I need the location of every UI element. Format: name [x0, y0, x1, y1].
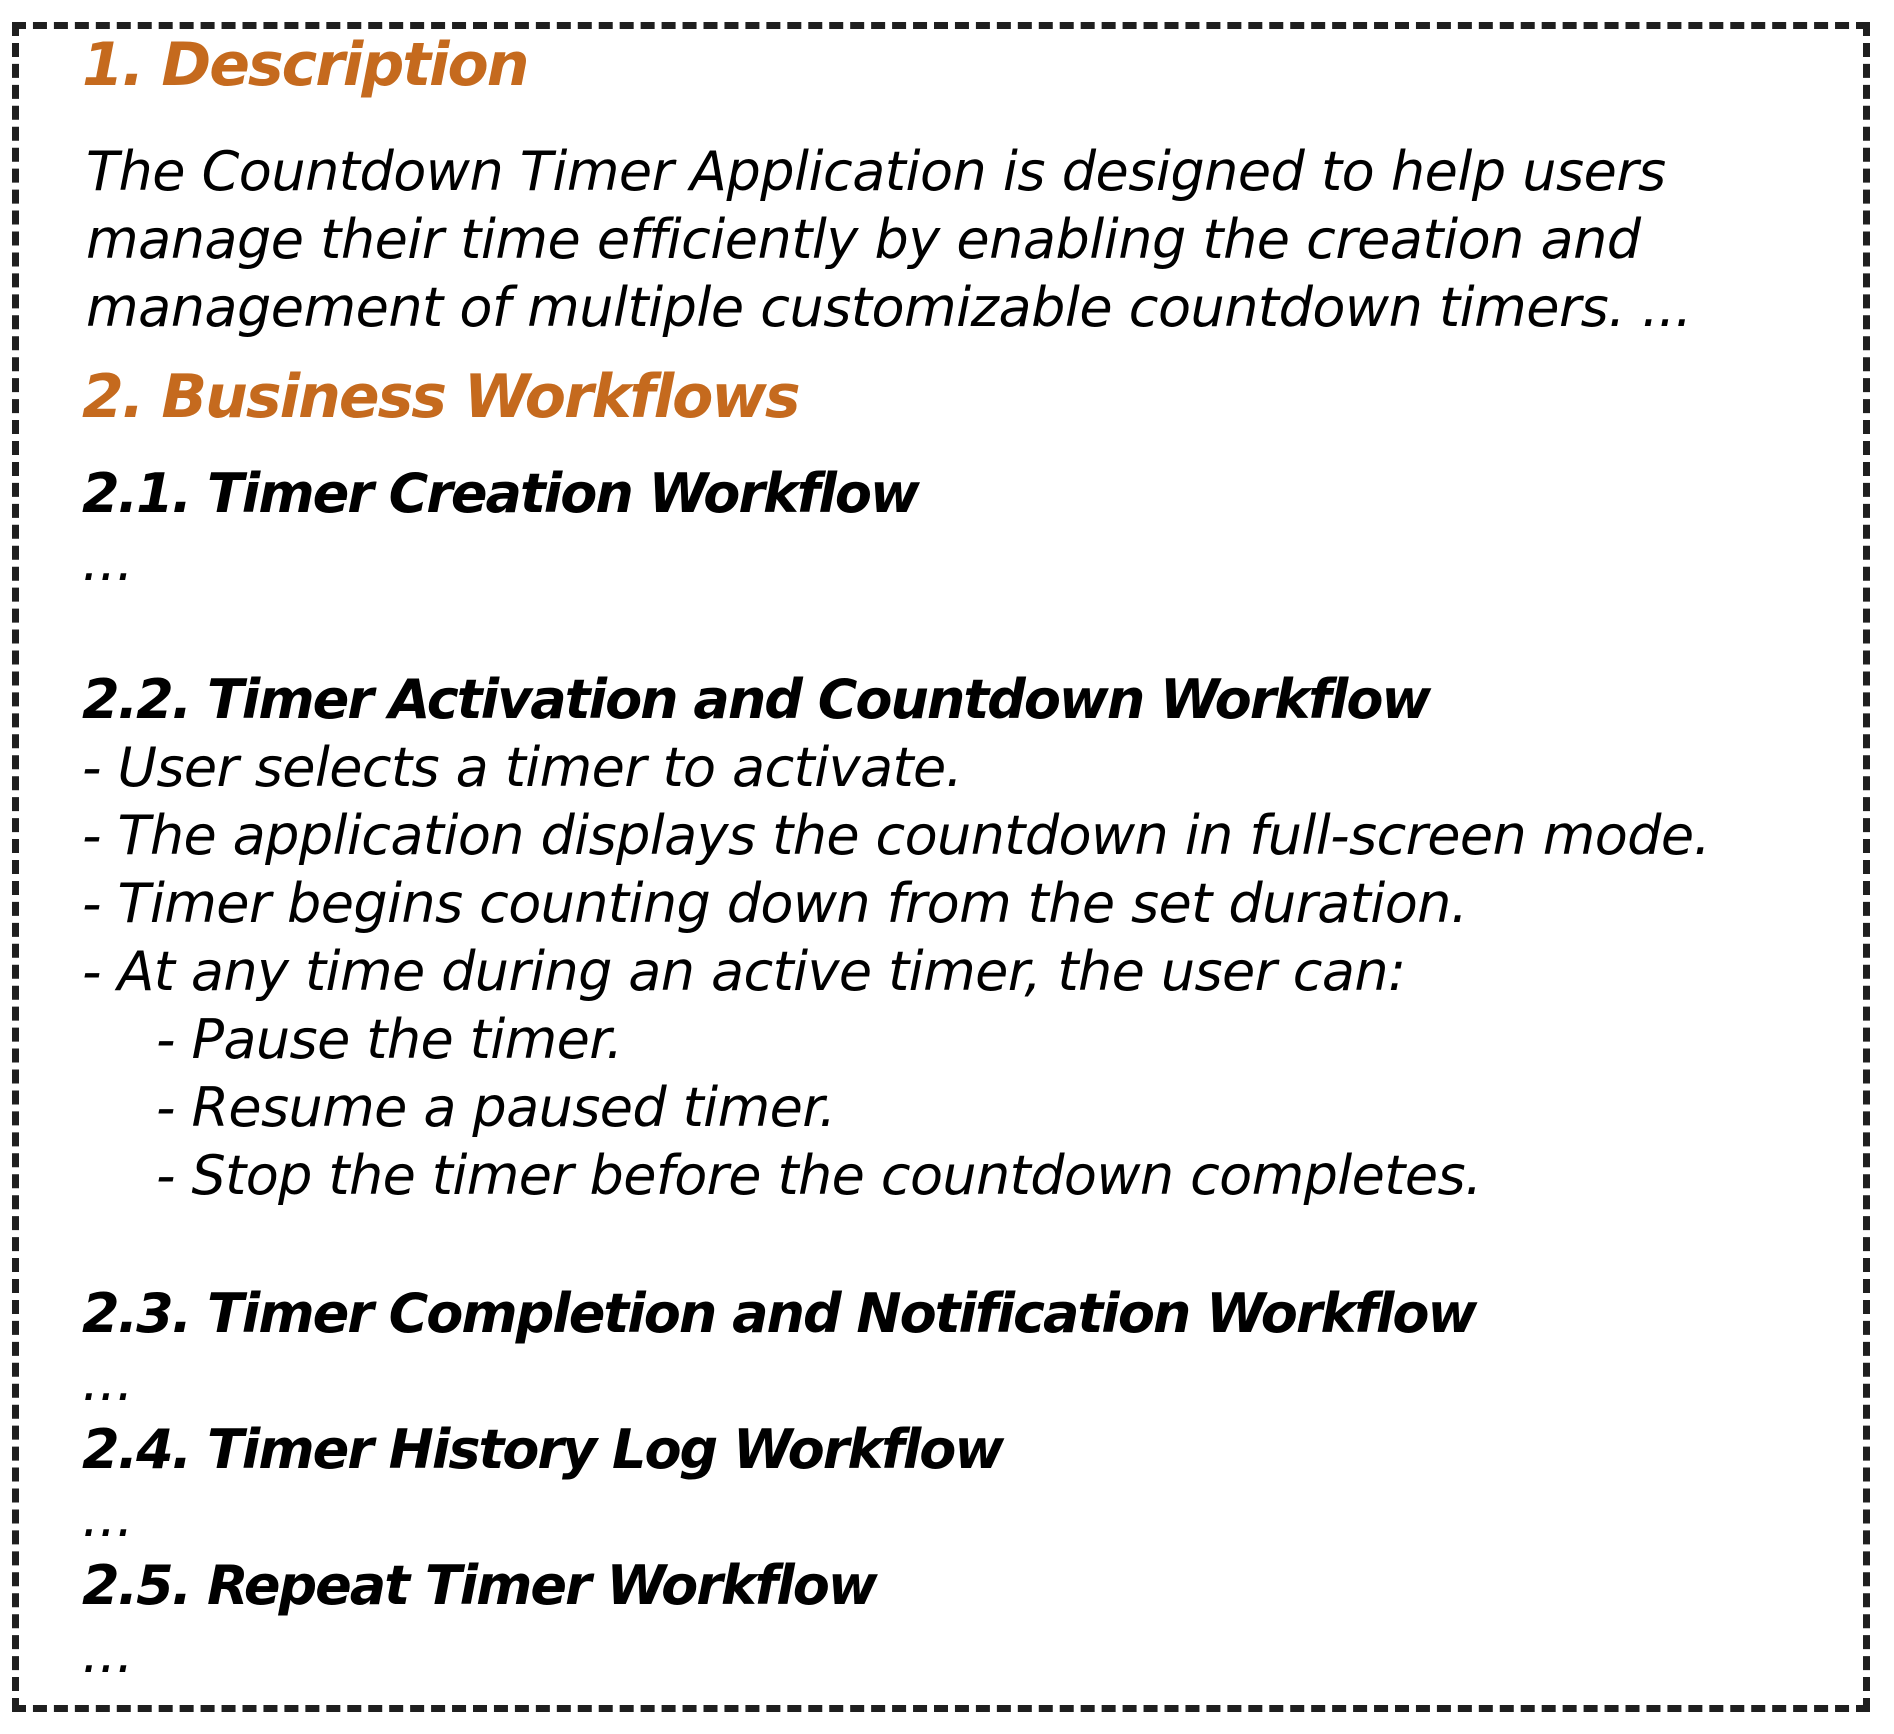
workflow-title-timer-creation: 2.1. Timer Creation Workflow: [82, 462, 918, 525]
workflow-body-ellipsis: ...: [82, 1486, 134, 1549]
description-line: management of multiple customizable countdown timers. ...: [86, 276, 1692, 339]
description-heading: 1. Description: [82, 30, 528, 100]
workflow-body-ellipsis: ...: [82, 530, 134, 593]
workflow-substep: - Stop the timer before the countdown completes.: [156, 1144, 1482, 1207]
business-workflows-heading: 2. Business Workflows: [82, 362, 799, 432]
workflow-title-timer-history: 2.4. Timer History Log Workflow: [82, 1418, 1003, 1481]
workflow-body-ellipsis: ...: [82, 1622, 134, 1685]
workflow-step: - The application displays the countdown in full-screen mode.: [82, 804, 1711, 867]
workflow-step: - User selects a timer to activate.: [82, 736, 963, 799]
workflow-substep: - Pause the timer.: [156, 1008, 623, 1071]
workflow-title-repeat-timer: 2.5. Repeat Timer Workflow: [82, 1554, 876, 1617]
workflow-body-ellipsis: ...: [82, 1350, 134, 1413]
workflow-substep: - Resume a paused timer.: [156, 1076, 836, 1139]
description-line: The Countdown Timer Application is designed to help users: [86, 140, 1666, 203]
workflow-step: - Timer begins counting down from the set duration.: [82, 872, 1468, 935]
workflow-title-timer-activation: 2.2. Timer Activation and Countdown Workflow: [82, 668, 1430, 731]
workflow-step: - At any time during an active timer, the user can:: [82, 940, 1406, 1003]
description-line: manage their time efficiently by enabling the creation and: [86, 208, 1641, 271]
description-paragraph: [86, 138, 1826, 342]
workflow-title-timer-completion: 2.3. Timer Completion and Notification Workflow: [82, 1282, 1476, 1345]
